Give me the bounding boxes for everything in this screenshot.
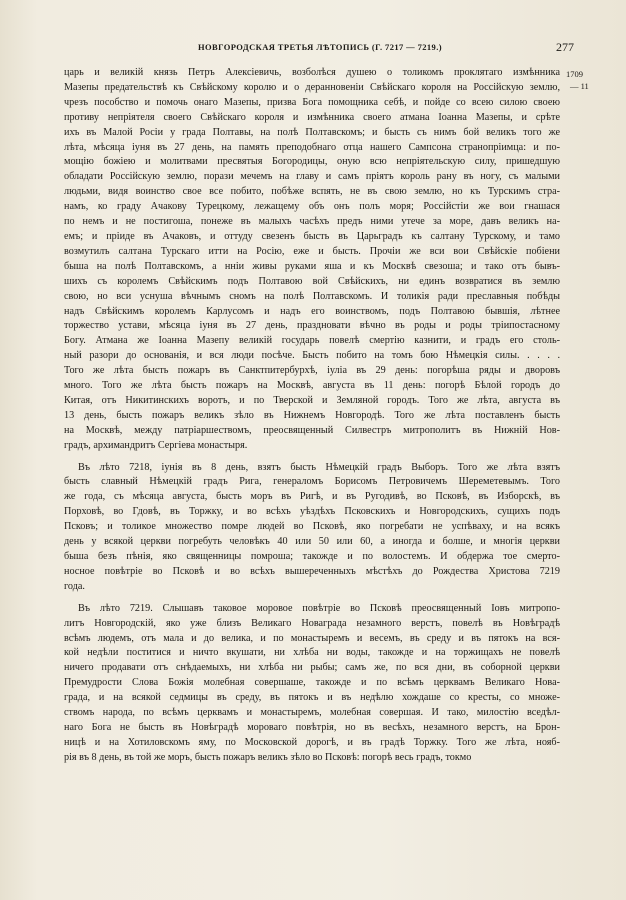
text-line: надъ Свѣйскимъ королемъ Карлусомъ и надъ его воинствомъ, подъ Полтавою бывшія, лѣтнее: [64, 305, 560, 317]
chronicle-text: [64, 66, 560, 766]
text-line: много. Того же лѣта бысть пожаръ на Москвѣ, августа въ 11 день: погорѣ Бѣлой городъ до: [64, 380, 560, 392]
text-line: Того же лѣта бысть пожаръ въ Санктпитербурхѣ, іуліа въ 29 день: погорѣша ряды и дворовъ: [64, 365, 560, 377]
text-line: ный разори до основанія, и вся люди посѣче. Бысть побито на томъ бою Нѣмецкія силы. . . . .: [64, 350, 560, 362]
text-line: день у всякой церкви погребуть человѣкъ 40 или 50 или 60, а иногда и болше, и многія церкви: [64, 536, 560, 548]
text-line: на Москвѣ, между патріаршествомъ, преосвященный Силвестръ митрополитъ въ Нижній Нов-: [64, 424, 560, 436]
text-line: ницѣ и на Хотиловскомъ яму, по Московской дорогѣ, и въ градѣ Торжку. Того же лѣта, нояб-: [64, 736, 560, 748]
text-line: же года, съ мѣсяца августа, бысть моръ въ Ригѣ, и въ Ругодивѣ, во Псковѣ, въ Изборскѣ, въ: [64, 491, 560, 503]
text-line: мощію божіею и молитвами пресвятыя Богородицы, оную всю непріятельскую силу, пришедшую: [64, 156, 560, 168]
text-line: Мазепы предательствѣ къ Свѣйскому королю и о деранновеніи Свѣйскаго короля на Россійскую землю,: [64, 81, 560, 93]
text-line: емъ; и пріиде въ Ачаковъ, и оттуду свезенъ бысть въ Царьградъ къ салтану Турскому, и тамо: [64, 230, 560, 242]
text-line: торжество устави, мѣсяца іуня въ 27 день, праздновати вѣчно въ роды и роды тріипостасному: [64, 320, 560, 332]
margin-year-note-range: — 11: [570, 81, 589, 91]
text-line: намъ, ко граду Ачакову Турецкому, лежащему объ онъ полъ моря; Россійстіи же вои гнашася: [64, 201, 560, 213]
text-line: свою, но вси уснуша вѣчнымъ сномъ на полѣ Полтавскомъ. И толикія ради преславныя побѣды: [64, 290, 560, 302]
text-line: ихъ въ Малой Росіи у града Полтавы, на полѣ Полтавскомъ; и бысть съ нимъ бой великъ того же: [64, 126, 560, 138]
text-line: возмутилъ салтана Турскаго итти на Росію, еже и бысть. Прочіи же вси вои Свѣйскіе побіени: [64, 245, 560, 257]
paragraph-gap: [64, 595, 560, 602]
text-line: 13 день, бысть пожаръ великъ зѣло въ Нижнемъ Новгородѣ. Того же лѣта поставленъ бысть: [64, 409, 560, 421]
text-line: царь и великій князь Петръ Алексіевичь, возболѣся душею о толикомъ проклятаго измѣнника: [64, 67, 560, 78]
text-line: Псковъ; и толикое множество помре людей во Псковѣ, яко погребати не успѣваху, и на всякъ: [64, 521, 560, 533]
margin-year-note: 1709: [566, 69, 583, 79]
text-line: года.: [64, 580, 85, 592]
text-line: противу непріятеля своего Свѣйскаго короля и измѣнника своего атмана Іоанна Мазепы, и срѣте: [64, 111, 560, 123]
text-line: градъ, архимандритъ Сергіева монастыря.: [64, 439, 248, 451]
text-line: людьми, видя воинство свое все побито, побѣже вспять, не въ свою землю, но къ Турскимъ стра-: [64, 186, 560, 198]
text-line: литъ Новгородскій, яко уже близъ Великаго Новаграда незамного верстъ, повелѣ въ Новѣградѣ: [64, 617, 560, 629]
text-line: Въ лѣто 7218, іунія въ 8 день, взятъ бысть Нѣмецкій градъ Выборъ. Того же лѣта взятъ: [78, 461, 560, 473]
text-line: Богу. Атмана же Іоанна Мазепу великій государь повелѣ смертію казнити, и градъ его столь-: [64, 335, 560, 347]
running-head: НОВГОРОДСКАЯ ТРЕТЬЯ ЛѢТОПИСЬ (Г. 7217 — 7219.): [198, 42, 442, 52]
text-line: Премудрости Слова Божія молебная совершаше, такожде и по всѣмъ церквамъ Великаго Нова-: [64, 677, 560, 689]
text-line: Въ лѣто 7219. Слышавъ таковое моровое повѣтріе во Псковѣ преосвященный Іовъ митропо-: [78, 602, 560, 614]
text-line: быша безъ пѣнія, яко священницы помроша; такожде и по волостемъ. И обдержа тое смерто-: [64, 551, 560, 562]
text-line: ничего продавати отъ снѣдаемыхъ, ни хлѣба ни рыбы; самъ же, по вся дни, въ соборной церкви: [64, 662, 560, 674]
text-line: Китая, отъ Никитинскихъ воротъ, и по Тверской и Земляной городъ. Того же лѣта, августа въ: [64, 394, 560, 406]
text-line: ствомъ народа, по всѣмъ церквамъ и монастыремъ, молебная совершая. И тако, милостію вседѣл-: [64, 707, 560, 719]
text-line: рія въ 8 день, въ той же моръ, бысть пожаръ великъ зѣло во Псковѣ: погорѣ весь градъ, токмо: [64, 751, 472, 763]
text-line: по немъ и не постигоша, понеже въ малыхъ часѣхъ предъ ними утече за море, давъ великъ на-: [64, 216, 560, 228]
text-line: быша на полѣ Полтавскомъ, а нніи живы руками яша и къ Москвѣ свезоша; и тако отъ бывъ-: [64, 260, 560, 272]
text-line: лѣта, мѣсяца іуня въ 27 день, на память преподобнаго отца нашего Сампсона странопріимца: и по-: [64, 141, 560, 153]
text-line: бысть славный Нѣмецкій градъ Рига, генераломъ Борисомъ Петровичемъ Шереметевымъ. Того: [64, 476, 560, 488]
text-line: чрезъ пособство и помочь онаго Мазепы, призва Бога помощника себѣ, и пойде со всею силою своею: [64, 96, 560, 108]
text-line: обладати Россійскую землю, порази мечемъ на главу и самъ пріятъ король рану въ ногу, съ малыми: [64, 171, 560, 183]
text-line: всѣмъ людемъ, отъ мала и до велика, и по монастыремъ и весемъ, въ среду и въ пятокъ на вся-: [64, 632, 560, 644]
text-line: носное повѣтріе во Псковѣ и во всѣхъ вышереченныхъ мѣстѣхъ до Рождества Христова 7219: [64, 565, 560, 577]
page-number: 277: [556, 40, 574, 54]
page-header: [66, 42, 574, 56]
paragraph-gap: [64, 454, 560, 461]
text-line: наго Бога не бысть въ Новѣградѣ мороваго повѣтрія, но въ весѣхъ, незамного верстъ, на Брон-: [64, 721, 560, 733]
text-line: кой недѣли поститися и ничто вкушати, ни хлѣба ни воды, такожде и на торжищахъ не повелѣ: [64, 647, 560, 659]
text-line: Порховѣ, во Гдовѣ, въ Торжку, и во всѣхъ уѣздѣхъ Псковскихъ и Новгородскихъ, сущихъ подъ: [64, 506, 560, 518]
text-line: шихъ съ королемъ Свѣйскимъ подъ Полтавою вой Свѣйскихъ, ни единъ возвратися въ землю: [64, 275, 560, 287]
text-line: града, и на всякой седмицы въ среду, въ пятокъ и въ недѣлю хождаше со кресты, со множе-: [64, 692, 560, 704]
